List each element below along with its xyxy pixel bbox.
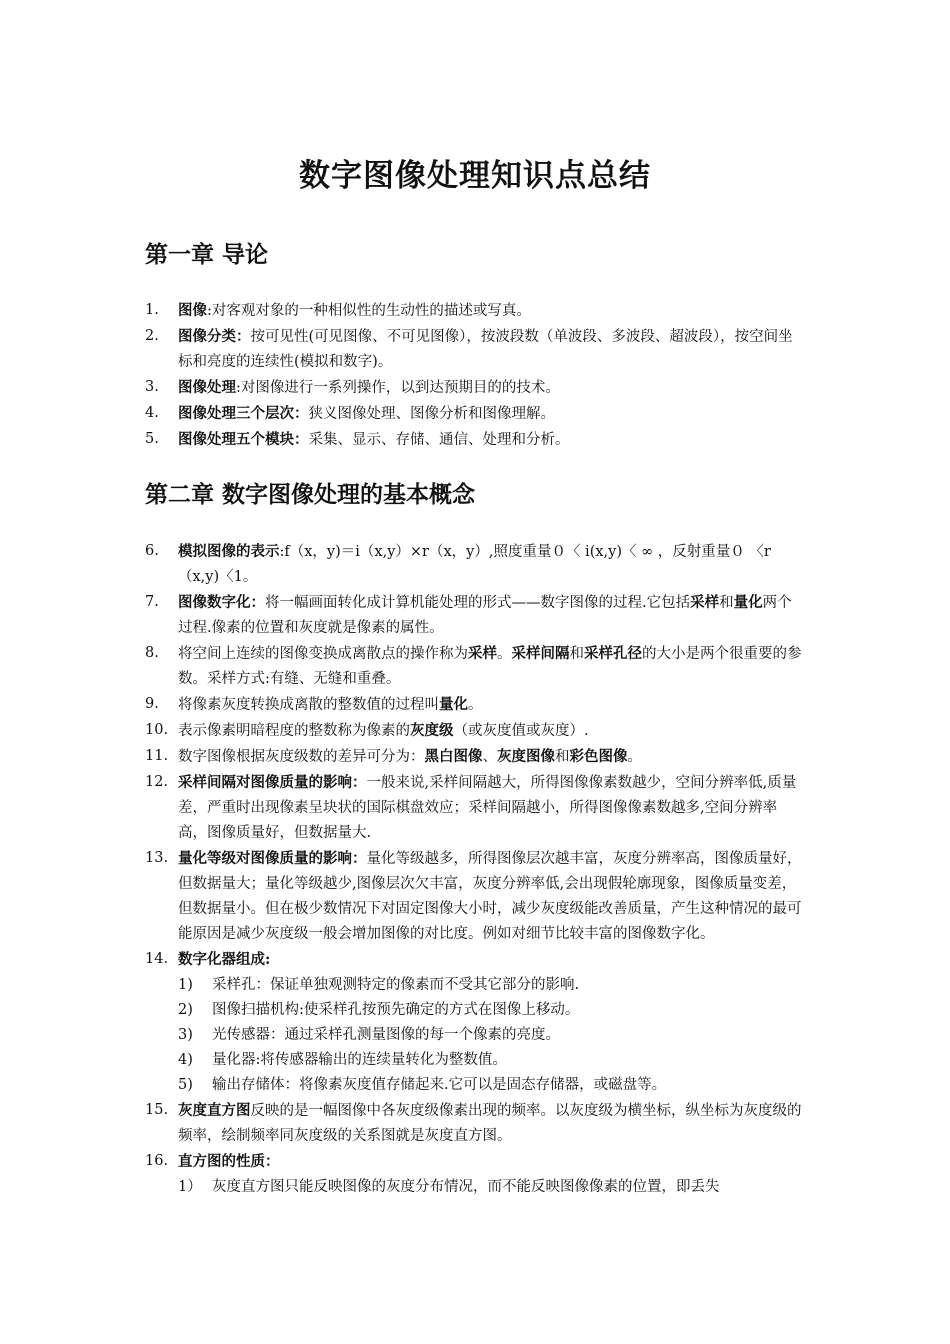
- bold-term: 图像: [178, 302, 207, 319]
- sub-item-text: 图像扫描机构:使采样孔按预先确定的方式在图像上移动。: [212, 1002, 580, 1018]
- item-text: 将像素灰度转换成离散的整数值的过程叫: [178, 697, 439, 713]
- bold-term: 图像分类：: [178, 328, 251, 345]
- item-number: 9.: [145, 696, 159, 712]
- list-item: [0, 324, 806, 375]
- list-item: [0, 770, 806, 846]
- item-text: 和: [569, 646, 584, 662]
- item-text: 狭义图像处理、图像分析和图像理解。: [308, 406, 555, 422]
- list-item: [0, 744, 806, 770]
- bold-term: 黑白图像: [424, 748, 483, 765]
- list-item: [0, 846, 806, 947]
- bold-term: 图像处理五个模块：: [178, 431, 309, 448]
- item-text: 。: [468, 697, 483, 713]
- bold-term: 彩色图像: [569, 748, 628, 765]
- sub-item-number: 2): [178, 1002, 193, 1018]
- item-text: 量化等级越多，所得图像层次越丰富，灰度分辨率高，图像质量好，但数据量大；量化等级越少,图像层次欠丰富，灰度分辨率低,会出现假轮廓现象，图像质量变差，但数据量小。但在极少数情况下对固定图像大小时，减少灰度级能改善质量，产生这种情况的最可能原因是减少灰度级一般会增加图像的对比度。例如对细节比较丰富的图像数字化。: [178, 851, 802, 942]
- item-number: 6.: [145, 543, 159, 559]
- list-item: [0, 401, 806, 427]
- item-text: 、: [482, 749, 497, 765]
- item-text: 的大小是两个很重要的参数。采样方式:有缝、无缝和重叠。: [178, 646, 802, 687]
- bold-term: 灰度级: [410, 722, 454, 739]
- item-text: 表示像素明暗程度的整数称为像素的: [178, 723, 410, 739]
- chapter-2-heading: 第二章 数字图像处理的基本概念: [145, 482, 476, 508]
- sub-list-item: [0, 1175, 806, 1200]
- list-item: [0, 718, 806, 744]
- sub-item-number: 1): [178, 977, 193, 993]
- sub-item-text: 采样孔：保证单独观测特定的像素而不受其它部分的影响.: [212, 977, 580, 993]
- sub-item-number: 5): [178, 1077, 193, 1093]
- item-text: 反映的是一幅图像中各灰度级像素出现的频率。以灰度级为横坐标，纵坐标为灰度级的频率，绘制频率同灰度级的关系图就是灰度直方图。: [178, 1103, 802, 1144]
- list-item: [0, 641, 806, 692]
- sub-item-text: 灰度直方图只能反映图像的灰度分布情况，而不能反映图像像素的位置，即丢失: [212, 1179, 720, 1195]
- bold-term: 量化: [439, 696, 468, 713]
- sub-item-number: 3): [178, 1027, 193, 1043]
- sub-list-item: [0, 1073, 806, 1098]
- chapter-2-list: [0, 539, 950, 1200]
- list-item: [0, 1149, 806, 1175]
- list-item: [0, 375, 806, 401]
- item-text: 采集、显示、存储、通信、处理和分析。: [308, 432, 570, 448]
- item-number: 3.: [145, 379, 159, 395]
- list-item: [0, 298, 806, 324]
- bold-term: 模拟图像的表示: [178, 543, 280, 560]
- item-number: 4.: [145, 405, 159, 421]
- list-item: [0, 947, 806, 973]
- item-number: 2.: [145, 328, 159, 344]
- bold-term: 灰度图像: [497, 748, 555, 765]
- item-text: 数字图像根据灰度级数的差异可分为：: [178, 749, 425, 765]
- sub-item-number: 1）: [178, 1179, 202, 1195]
- sub-list-item: [0, 1048, 806, 1073]
- item-number: 1.: [145, 302, 159, 318]
- list-item: [0, 590, 806, 641]
- item-text: 按可见性(可见图像、不可见图像），按波段数（单波段、多波段、超波段），按空间坐标和亮度的连续性(模拟和数字)。: [178, 329, 793, 370]
- item-number: 14.: [145, 951, 169, 967]
- bold-term: 采样间隔对图像质量的影响：: [178, 774, 367, 791]
- item-text: 。: [497, 646, 512, 662]
- item-number: 15.: [145, 1102, 169, 1118]
- bold-term: 量化等级对图像质量的影响：: [178, 850, 367, 867]
- sub-item-text: 光传感器：通过采样孔测量图像的每一个像素的亮度。: [212, 1027, 560, 1043]
- sub-item-text: 输出存储体：将像素灰度值存储起来.它可以是固态存储器，或磁盘等。: [212, 1077, 667, 1093]
- sub-item-text: 量化器:将传感器输出的连续量转化为整数值。: [212, 1052, 507, 1068]
- item-text: 将一幅画面转化成计算机能处理的形式——数字图像的过程.它包括: [265, 595, 691, 611]
- item-text: 和: [555, 749, 570, 765]
- sub-list-item: [0, 998, 806, 1023]
- item-number: 11.: [145, 748, 169, 764]
- list-item: [0, 427, 806, 453]
- item-text: 两个过程.像素的位置和灰度就是像素的属性。: [178, 595, 792, 636]
- chapter-1-list: [0, 298, 950, 453]
- item-number: 16.: [145, 1153, 169, 1169]
- item-text: 一般来说,采样间隔越大，所得图像像素数越少，空间分辨率低,质量差，严重时出现像素呈块状的国际棋盘效应；采样间隔越小，所得图像像素数越多,空间分辨率高，图像质量好，但数据量大.: [178, 775, 797, 841]
- bold-term: 直方图的性质：: [178, 1153, 280, 1170]
- bold-term: 图像数字化：: [178, 594, 265, 611]
- item-text: 。: [627, 749, 642, 765]
- item-number: 5.: [145, 431, 159, 447]
- item-text: :对图像进行一系列操作，以到达预期目的的技术。: [236, 380, 560, 396]
- item-text: :f（x，y)＝i（x,y）×r（x，y）,照度重量０〈 i(x,y)〈 ∞ ，反射重量０ 〈r（x,y)〈1。: [178, 544, 771, 585]
- bold-term: 数字化器组成:: [178, 951, 271, 968]
- list-item: [0, 1098, 806, 1149]
- item-number: 12.: [145, 774, 169, 790]
- bold-term: 图像处理: [178, 379, 236, 396]
- item-number: 10.: [145, 722, 169, 738]
- item-text: 和: [719, 595, 734, 611]
- bold-term: 灰度直方图: [178, 1102, 251, 1119]
- bold-term: 采样: [690, 594, 720, 611]
- item-text: 将空间上连续的图像变换成离散点的操作称为: [178, 646, 468, 662]
- sub-list-item: [0, 973, 806, 998]
- sub-list-item: [0, 1023, 806, 1048]
- bold-term: 图像处理三个层次：: [178, 405, 309, 422]
- sub-item-number: 4): [178, 1052, 193, 1068]
- bold-term: 采样间隔: [511, 645, 570, 662]
- bold-term: 量化: [733, 594, 763, 611]
- item-text: （或灰度值或灰度）.: [453, 723, 589, 739]
- list-item: [0, 539, 806, 590]
- document-title: 数字图像处理知识点总结: [299, 158, 651, 194]
- item-text: :对客观对象的一种相似性的生动性的描述或写真。: [207, 303, 531, 319]
- bold-term: 采样孔径: [584, 645, 642, 662]
- item-number: 8.: [145, 645, 159, 661]
- item-number: 13.: [145, 850, 169, 866]
- bold-term: 采样: [468, 645, 497, 662]
- chapter-1-heading: 第一章 导论: [145, 242, 269, 268]
- item-number: 7.: [145, 594, 159, 610]
- list-item: [0, 692, 806, 718]
